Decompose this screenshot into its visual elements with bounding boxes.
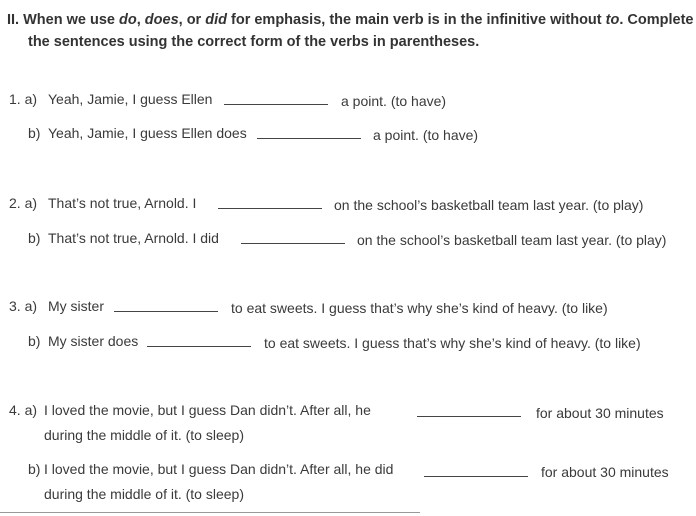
item-3a-blank[interactable] (114, 311, 218, 312)
bottom-rule (0, 512, 420, 513)
item-3a-text: My sister (48, 298, 104, 314)
item-2a-after: on the school’s basketball team last year. (to play) (334, 197, 644, 213)
keyword-did: did (205, 12, 227, 28)
item-4a-text: I loved the movie, but I guess Dan didn’t. After all, he (44, 402, 371, 418)
item-1b-label: b) (28, 125, 41, 141)
item-3a-label: 3. a) (9, 298, 38, 314)
keyword-do: do (119, 12, 137, 28)
item-3b-blank[interactable] (147, 346, 251, 347)
item-1a-text: Yeah, Jamie, I guess Ellen (48, 91, 213, 107)
item-4a-blank[interactable] (417, 416, 521, 417)
item-1a-after: a point. (to have) (341, 93, 447, 109)
item-1b-after: a point. (to have) (373, 127, 479, 143)
item-4a-after: for about 30 minutes (536, 405, 664, 421)
item-4b-label: b) (28, 461, 41, 477)
section-numeral: II. (7, 12, 20, 28)
item-3a-after: to eat sweets. I guess that’s why she’s kind of heavy. (to like) (231, 300, 608, 316)
item-3b-after: to eat sweets. I guess that’s why she’s kind of heavy. (to like) (264, 335, 641, 351)
item-4a-label: 4. a) (9, 402, 38, 418)
item-1a-blank[interactable] (224, 104, 328, 105)
item-2b-blank[interactable] (241, 243, 345, 244)
item-4b-continuation: during the middle of it. (to sleep) (44, 486, 244, 502)
item-2a-label: 2. a) (9, 195, 38, 211)
keyword-to: to (605, 12, 620, 28)
item-1b-blank[interactable] (257, 138, 361, 139)
item-2a-blank[interactable] (218, 208, 322, 209)
item-2b-text: That’s not true, Arnold. I did (48, 230, 219, 246)
item-2a-text: That’s not true, Arnold. I (48, 195, 197, 211)
item-3b-label: b) (28, 333, 41, 349)
instructions-line-2: the sentences using the correct form of the verbs in parentheses. (28, 34, 480, 50)
item-4b-blank[interactable] (424, 476, 528, 477)
item-2b-label: b) (28, 230, 41, 246)
item-2b-after: on the school’s basketball team last year. (to play) (357, 232, 667, 248)
item-4a-continuation: during the middle of it. (to sleep) (44, 427, 244, 443)
item-4b-after: for about 30 minutes (541, 464, 669, 480)
keyword-does: does (144, 12, 179, 28)
instructions-line-1: II. When we use do, does, or did for emphasis, the main verb is in the infinitive without to. Complete (7, 12, 694, 28)
item-4b-text: I loved the movie, but I guess Dan didn’t. After all, he did (44, 461, 394, 477)
item-1b-text: Yeah, Jamie, I guess Ellen does (48, 125, 247, 141)
item-1a-label: 1. a) (9, 91, 38, 107)
item-3b-text: My sister does (48, 333, 139, 349)
